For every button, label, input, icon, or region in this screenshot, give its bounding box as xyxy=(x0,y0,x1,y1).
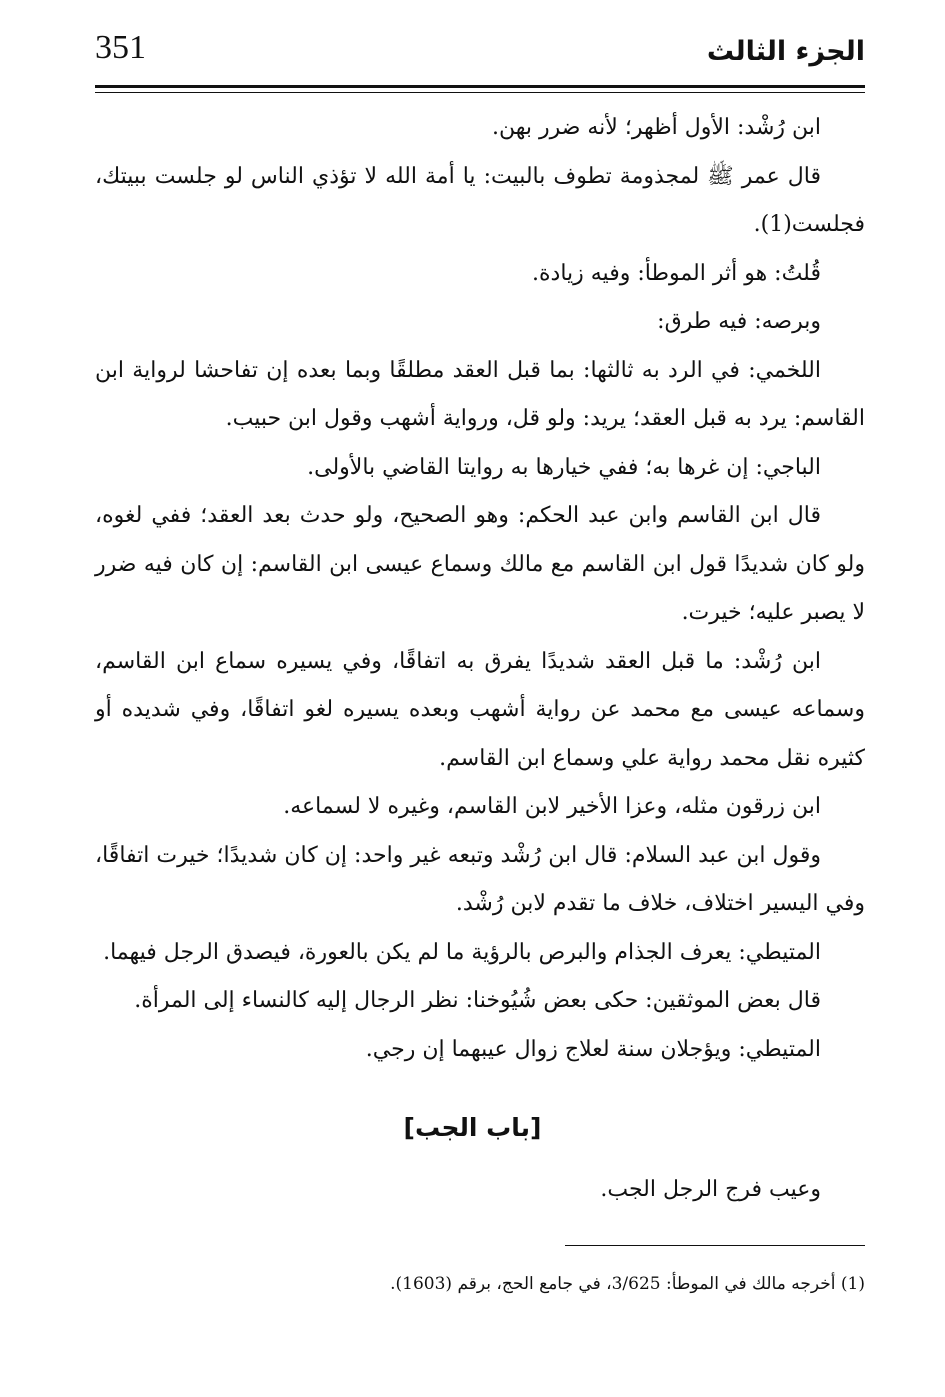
paragraph: قال ابن القاسم وابن عبد الحكم: وهو الصحيح، ولو حدث بعد العقد؛ ففي لغوه، ولو كان شديدًا قول ابن القاسم مع مالك وسماع عيسى ابن القاسم: إن كان فيه ضرر لا يصبر عليه؛ خيرت. xyxy=(95,503,865,625)
paragraph: المتيطي: ويؤجلان سنة لعلاج زوال عيبهما إن رجي. xyxy=(365,1036,821,1062)
paragraph: قال عمر ﷺ لمجذومة تطوف بالبيت: يا أمة الله لا تؤذي الناس لو جلست ببيتك، فجلست(1). xyxy=(95,163,865,237)
paragraph: اللخمي: في الرد به ثالثها: بما قبل العقد مطلقًا وبما بعده إن تفاحشا لرواية ابن القاسم: يرد به قبل العقد؛ يريد: ولو قل، ورواية أشهب وقول ابن حبيب. xyxy=(95,357,865,431)
footnote-text: (1) أخرجه مالك في الموطأ: 3/625، في جامع الحج، برقم (1603). xyxy=(390,1274,865,1294)
paragraph: ابن رُشْد: الأول أظهر؛ لأنه ضرر بهن. xyxy=(491,115,821,140)
paragraph: الباجي: إن غرها به؛ ففي خيارها به روايتا القاضي بالأولى. xyxy=(307,454,821,480)
paragraph: وقول ابن عبد السلام: قال ابن رُشْد وتبعه غير واحد: إن كان شديدًا؛ خيرت اتفاقًا، وفي اليسير اختلاف، خلاف ما تقدم لابن رُشْد. xyxy=(95,842,865,916)
running-header: الجزء الثالث xyxy=(706,36,865,67)
paragraph: وبرصه: فيه طرق: xyxy=(657,309,821,334)
paragraph: وعيب فرج الرجل الجب. xyxy=(600,1177,821,1202)
body-text xyxy=(95,104,865,1074)
page-number: 351 xyxy=(95,29,146,66)
section-body xyxy=(95,1166,865,1215)
section-heading: [باب الجب] xyxy=(403,1113,542,1142)
footnote xyxy=(95,1268,865,1300)
paragraph: ابن رُشْد: ما قبل العقد شديدًا يفرق به اتفاقًا، وفي يسيره سماع ابن القاسم، وسماعه عيسى مع محمد عن رواية أشهب وبعده يسيره لغو اتفاقًا، وفي شديده أو كثيره نقل محمد رواية علي وسماع ابن القاسم. xyxy=(95,648,865,771)
paragraph: ابن زرقون مثله، وعزا الأخير لابن القاسم، وغيره لا لسماعه. xyxy=(283,794,821,819)
footnote-rule xyxy=(565,1245,865,1246)
paragraph: قُلتُ: هو أثر الموطأ: وفيه زيادة. xyxy=(532,260,821,286)
paragraph: قال بعض الموثقين: حكى بعض شُيُوخنا: نظر الرجال إليه كالنساء إلى المرأة. xyxy=(134,988,821,1013)
header-rule xyxy=(95,85,865,93)
paragraph: المتيطي: يعرف الجذام والبرص بالرؤية ما لم يكن بالعورة، فيصدق الرجل فيهما. xyxy=(103,939,821,965)
